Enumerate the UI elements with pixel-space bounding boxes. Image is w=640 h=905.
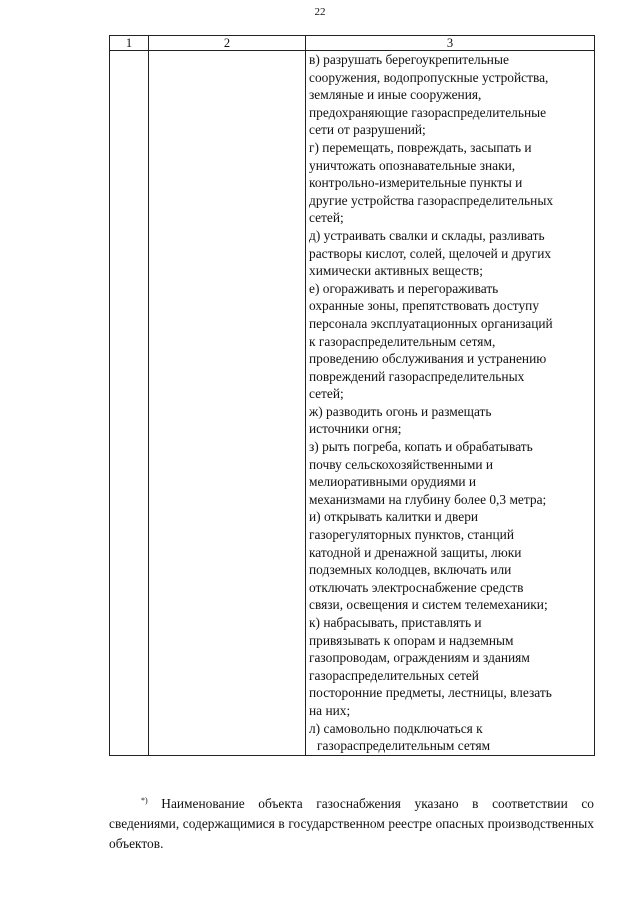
clause-i (309, 508, 592, 614)
clause-line: сети от разрушений; (309, 122, 426, 138)
column-header-2: 2 (149, 36, 306, 51)
clause-v (309, 51, 592, 139)
clause-line: связи, освещения и систем телемеханики; (309, 597, 548, 613)
clause-line: и) открывать калитки и двери (309, 509, 479, 525)
clause-line: повреждений газораспределительных (309, 368, 525, 384)
clause-line: подземных колодцев, включать или (309, 562, 512, 578)
clause-line: газорегуляторных пунктов, станций (309, 527, 515, 543)
clause-line: предохраняющие газораспределительные (309, 104, 547, 120)
clause-line: мелиоративными орудиями и (309, 474, 477, 490)
clause-line: е) огораживать и перегораживать (309, 280, 499, 296)
clause-k (309, 614, 592, 720)
clause-line: д) устраивать свалки и склады, разливать (309, 227, 545, 243)
clause-e (309, 280, 592, 403)
clause-line: отключать электроснабжение средств (309, 579, 524, 595)
clause-line: з) рыть погреба, копать и обрабатывать (309, 439, 533, 455)
clause-g (309, 139, 592, 227)
clause-d (309, 227, 592, 280)
clause-line: контрольно-измерительные пункты и (309, 175, 523, 191)
clause-line: проведению обслуживания и устранению (309, 351, 547, 367)
footnote-text: Наименование объекта газоснабжения указано в соответствии со сведениями, содержащимися в государственном реестре опасных производственных объектов. (109, 796, 594, 852)
clause-line: источники огня; (309, 421, 402, 437)
clause-line: уничтожать опознавательные знаки, (309, 157, 516, 173)
clause-line: к газораспределительным сетям, (309, 333, 496, 349)
clause-line: на них; (309, 702, 351, 718)
table-header-row (110, 36, 595, 51)
clause-line: посторонние предметы, лестницы, влезать (309, 685, 552, 701)
cell-column-1 (110, 51, 149, 756)
clause-line: газораспределительным сетям (317, 738, 491, 754)
clause-z (309, 438, 592, 508)
page-number: 22 (314, 6, 326, 18)
clause-line: земляные и иные сооружения, (309, 87, 482, 103)
clause-line: к) набрасывать, приставлять и (309, 615, 482, 630)
cell-column-3 (306, 51, 595, 756)
column-header-1: 1 (110, 36, 149, 51)
clause-line: почву сельскохозяйственными и (309, 456, 494, 472)
clause-line: газораспределительных сетей (309, 667, 479, 683)
clause-line: привязывать к опорам и надземным (309, 632, 514, 648)
requirements-table (109, 35, 595, 756)
clause-line: газопроводам, ограждениям и зданиям (309, 650, 530, 666)
clause-line: химически активных веществ; (309, 263, 483, 279)
clause-line: сооружения, водопропускные устройства, (309, 69, 549, 85)
clause-line: сетей; (309, 210, 344, 226)
cell-column-2 (149, 51, 306, 756)
clause-line: персонала эксплуатационных организаций (309, 315, 553, 331)
table-row (110, 51, 595, 756)
clause-line: в) разрушать берегоукрепительные (309, 52, 509, 67)
footnote (109, 794, 594, 854)
clause-line: растворы кислот, солей, щелочей и других (309, 245, 552, 261)
clause-line: катодной и дренажной защиты, люки (309, 544, 522, 560)
clause-line: сетей; (309, 386, 344, 402)
clause-line: охранные зоны, препятствовать доступу (309, 298, 540, 314)
clause-line: другие устройства газораспределительных (309, 192, 554, 208)
clause-zh (309, 403, 592, 438)
clause-line: л) самовольно подключаться к (309, 720, 483, 736)
clause-l (309, 720, 592, 755)
column-header-3: 3 (306, 36, 595, 51)
clause-line: г) перемещать, повреждать, засыпать и (309, 139, 532, 155)
clause-line: ж) разводить огонь и размещать (309, 403, 492, 419)
clause-line: механизмами на глубину более 0,3 метра; (309, 491, 547, 507)
footnote-marker: *) (141, 796, 148, 806)
